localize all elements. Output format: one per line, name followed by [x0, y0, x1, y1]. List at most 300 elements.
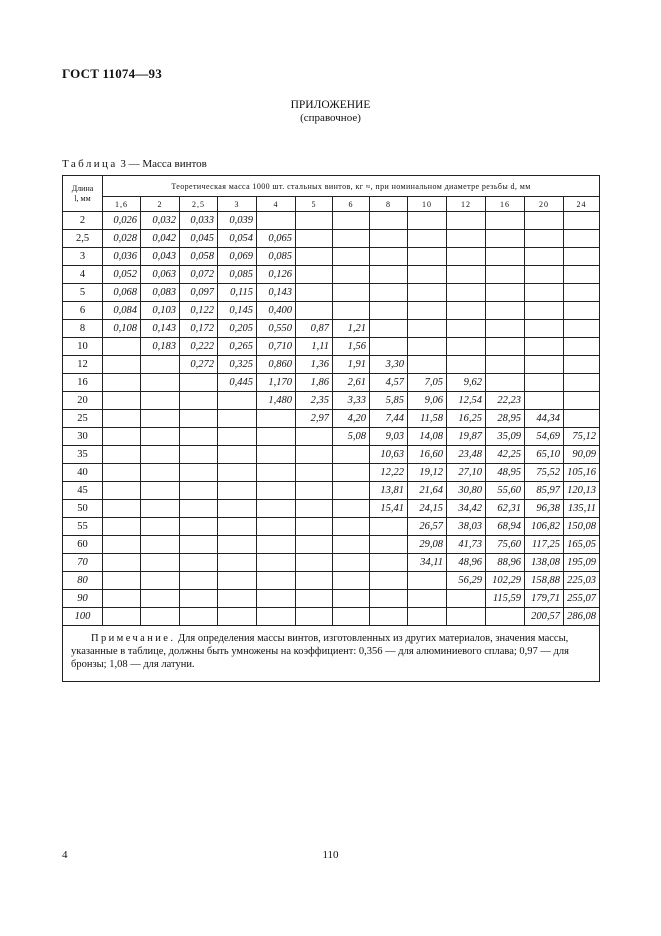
mass-cell: 54,69 — [525, 428, 564, 446]
mass-cell: 28,95 — [486, 410, 525, 428]
mass-cell: 0,068 — [103, 284, 141, 302]
mass-cell — [408, 302, 447, 320]
mass-cell: 10,63 — [370, 446, 408, 464]
length-cell: 2,5 — [63, 230, 103, 248]
mass-cell: 75,60 — [486, 536, 525, 554]
mass-cell: 26,57 — [408, 518, 447, 536]
mass-cell — [370, 212, 408, 230]
mass-cell — [180, 482, 218, 500]
mass-cell — [333, 608, 370, 626]
table-row — [63, 266, 600, 284]
mass-cell — [296, 536, 333, 554]
mass-cell: 0,126 — [257, 266, 296, 284]
mass-cell: 68,94 — [486, 518, 525, 536]
mass-cell — [141, 356, 180, 374]
mass-cell: 0,400 — [257, 302, 296, 320]
mass-cell — [486, 284, 525, 302]
mass-cell — [525, 212, 564, 230]
mass-cell — [447, 266, 486, 284]
mass-cell: 120,13 — [564, 482, 600, 500]
mass-cell — [103, 464, 141, 482]
table-row — [63, 590, 600, 608]
mass-cell: 34,42 — [447, 500, 486, 518]
mass-cell: 65,10 — [525, 446, 564, 464]
mass-cell — [257, 410, 296, 428]
mass-cell — [180, 536, 218, 554]
mass-cell — [333, 284, 370, 302]
mass-cell — [103, 536, 141, 554]
mass-cell: 255,07 — [564, 590, 600, 608]
mass-cell — [257, 536, 296, 554]
length-cell: 5 — [63, 284, 103, 302]
mass-cell: 12,54 — [447, 392, 486, 410]
mass-cell — [141, 428, 180, 446]
mass-cell — [370, 572, 408, 590]
mass-cell — [218, 446, 257, 464]
mass-cell — [103, 608, 141, 626]
table-row — [63, 482, 600, 500]
mass-table — [62, 175, 600, 682]
mass-cell — [370, 320, 408, 338]
mass-cell: 35,09 — [486, 428, 525, 446]
mass-cell: 4,20 — [333, 410, 370, 428]
mass-cell — [296, 302, 333, 320]
mass-cell — [141, 554, 180, 572]
mass-cell: 0,083 — [141, 284, 180, 302]
mass-cell: 38,03 — [447, 518, 486, 536]
mass-cell: 3,30 — [370, 356, 408, 374]
table-caption — [62, 158, 207, 170]
mass-cell — [486, 338, 525, 356]
length-cell: 6 — [63, 302, 103, 320]
mass-cell — [218, 500, 257, 518]
mass-cell: 0,085 — [257, 248, 296, 266]
mass-cell: 13,81 — [370, 482, 408, 500]
mass-cell: 0,145 — [218, 302, 257, 320]
diameter-header-cell: 16 — [486, 197, 525, 212]
table-row — [63, 284, 600, 302]
mass-cell: 85,97 — [525, 482, 564, 500]
mass-cell: 1,11 — [296, 338, 333, 356]
mass-cell: 0,097 — [180, 284, 218, 302]
mass-cell: 5,08 — [333, 428, 370, 446]
mass-cell — [103, 518, 141, 536]
length-cell: 20 — [63, 392, 103, 410]
mass-cell: 0,445 — [218, 374, 257, 392]
mass-cell: 62,31 — [486, 500, 525, 518]
mass-cell: 0,042 — [141, 230, 180, 248]
mass-cell — [447, 212, 486, 230]
mass-cell: 150,08 — [564, 518, 600, 536]
length-cell: 2 — [63, 212, 103, 230]
mass-cell — [525, 266, 564, 284]
diameter-header-cell: 24 — [564, 197, 600, 212]
mass-cell: 1,480 — [257, 392, 296, 410]
table-row — [63, 410, 600, 428]
mass-cell — [218, 410, 257, 428]
mass-cell — [408, 212, 447, 230]
mass-cell — [180, 518, 218, 536]
mass-cell — [103, 338, 141, 356]
diameter-header-cell: 2 — [141, 197, 180, 212]
mass-header: Теоретическая масса 1000 шт. стальных винтов, кг ≈, при номинальном диаметре резьбы d, мм — [103, 176, 600, 197]
table-row — [63, 554, 600, 572]
mass-cell: 0,108 — [103, 320, 141, 338]
mass-cell: 106,82 — [525, 518, 564, 536]
mass-cell — [447, 302, 486, 320]
mass-cell: 0,063 — [141, 266, 180, 284]
mass-cell — [370, 284, 408, 302]
mass-cell — [180, 464, 218, 482]
mass-cell — [218, 572, 257, 590]
mass-cell — [486, 374, 525, 392]
mass-cell — [103, 482, 141, 500]
mass-cell: 1,21 — [333, 320, 370, 338]
mass-cell — [370, 266, 408, 284]
mass-cell: 48,96 — [447, 554, 486, 572]
length-cell: 4 — [63, 266, 103, 284]
mass-cell — [333, 518, 370, 536]
mass-cell — [296, 266, 333, 284]
mass-cell: 22,23 — [486, 392, 525, 410]
mass-cell — [486, 266, 525, 284]
mass-cell: 29,08 — [408, 536, 447, 554]
mass-cell — [296, 500, 333, 518]
diameter-header-row — [63, 197, 600, 212]
mass-cell — [447, 590, 486, 608]
mass-cell: 0,054 — [218, 230, 257, 248]
mass-cell — [525, 356, 564, 374]
mass-cell — [218, 536, 257, 554]
mass-cell: 34,11 — [408, 554, 447, 572]
table-row — [63, 518, 600, 536]
mass-cell: 0,183 — [141, 338, 180, 356]
mass-cell — [333, 554, 370, 572]
diameter-header-cell: 2,5 — [180, 197, 218, 212]
mass-cell — [333, 500, 370, 518]
mass-cell: 0,028 — [103, 230, 141, 248]
mass-cell: 225,03 — [564, 572, 600, 590]
mass-cell — [141, 572, 180, 590]
mass-cell: 0,115 — [218, 284, 257, 302]
mass-cell — [296, 230, 333, 248]
length-cell: 40 — [63, 464, 103, 482]
mass-cell: 165,05 — [564, 536, 600, 554]
mass-cell — [564, 392, 600, 410]
mass-cell — [408, 572, 447, 590]
mass-cell: 1,36 — [296, 356, 333, 374]
mass-cell: 30,80 — [447, 482, 486, 500]
diameter-header-cell: 12 — [447, 197, 486, 212]
mass-cell — [370, 554, 408, 572]
length-cell: 3 — [63, 248, 103, 266]
mass-cell — [257, 518, 296, 536]
mass-cell — [180, 446, 218, 464]
mass-cell — [296, 464, 333, 482]
diameter-header-cell: 10 — [408, 197, 447, 212]
mass-cell — [296, 518, 333, 536]
mass-cell — [103, 356, 141, 374]
mass-cell — [103, 572, 141, 590]
mass-cell: 0,033 — [180, 212, 218, 230]
mass-cell — [218, 392, 257, 410]
table-row — [63, 536, 600, 554]
table-row — [63, 608, 600, 626]
table-row — [63, 212, 600, 230]
mass-cell: 21,64 — [408, 482, 447, 500]
mass-cell — [525, 320, 564, 338]
mass-cell: 195,09 — [564, 554, 600, 572]
mass-cell: 7,44 — [370, 410, 408, 428]
mass-cell: 55,60 — [486, 482, 525, 500]
mass-cell — [141, 536, 180, 554]
mass-cell: 0,043 — [141, 248, 180, 266]
mass-cell: 0,103 — [141, 302, 180, 320]
table-row — [63, 338, 600, 356]
table-row — [63, 464, 600, 482]
mass-cell: 158,88 — [525, 572, 564, 590]
mass-cell: 0,045 — [180, 230, 218, 248]
mass-cell: 15,41 — [370, 500, 408, 518]
mass-cell — [296, 590, 333, 608]
mass-cell — [180, 572, 218, 590]
length-cell: 25 — [63, 410, 103, 428]
mass-cell: 0,222 — [180, 338, 218, 356]
mass-cell: 3,33 — [333, 392, 370, 410]
table-row — [63, 392, 600, 410]
mass-cell — [370, 518, 408, 536]
mass-cell: 41,73 — [447, 536, 486, 554]
mass-cell: 2,61 — [333, 374, 370, 392]
mass-cell: 0,172 — [180, 320, 218, 338]
appendix-heading — [0, 99, 661, 125]
mass-cell: 0,265 — [218, 338, 257, 356]
mass-cell: 0,143 — [257, 284, 296, 302]
mass-cell: 48,95 — [486, 464, 525, 482]
length-cell: 60 — [63, 536, 103, 554]
mass-cell: 56,29 — [447, 572, 486, 590]
mass-cell: 0,084 — [103, 302, 141, 320]
page-number-left: 4 — [62, 849, 68, 861]
diameter-header-cell: 4 — [257, 197, 296, 212]
mass-cell: 19,12 — [408, 464, 447, 482]
table-row — [63, 230, 600, 248]
mass-cell — [141, 500, 180, 518]
table-note — [63, 626, 600, 682]
mass-cell: 0,069 — [218, 248, 257, 266]
mass-cell — [180, 500, 218, 518]
mass-cell — [525, 392, 564, 410]
table-row — [63, 428, 600, 446]
mass-cell — [180, 428, 218, 446]
mass-cell — [257, 482, 296, 500]
mass-cell — [333, 572, 370, 590]
mass-cell — [525, 248, 564, 266]
mass-cell: 96,38 — [525, 500, 564, 518]
mass-cell — [408, 356, 447, 374]
mass-cell — [218, 608, 257, 626]
mass-cell — [296, 572, 333, 590]
mass-cell: 1,91 — [333, 356, 370, 374]
table-row — [63, 446, 600, 464]
mass-cell: 88,96 — [486, 554, 525, 572]
mass-cell: 200,57 — [525, 608, 564, 626]
mass-cell: 2,35 — [296, 392, 333, 410]
mass-cell — [333, 302, 370, 320]
mass-cell — [141, 518, 180, 536]
mass-cell — [370, 230, 408, 248]
mass-cell: 135,11 — [564, 500, 600, 518]
mass-cell — [447, 320, 486, 338]
mass-cell — [447, 248, 486, 266]
mass-cell: 14,08 — [408, 428, 447, 446]
mass-cell — [408, 590, 447, 608]
mass-cell — [141, 608, 180, 626]
mass-cell — [408, 230, 447, 248]
mass-cell — [180, 608, 218, 626]
table-row — [63, 500, 600, 518]
mass-cell — [218, 428, 257, 446]
mass-cell — [141, 590, 180, 608]
mass-cell: 0,039 — [218, 212, 257, 230]
length-cell: 80 — [63, 572, 103, 590]
mass-cell — [333, 230, 370, 248]
mass-cell — [257, 572, 296, 590]
mass-cell — [333, 590, 370, 608]
mass-cell — [333, 266, 370, 284]
mass-cell: 19,87 — [447, 428, 486, 446]
mass-cell: 117,25 — [525, 536, 564, 554]
mass-cell — [218, 590, 257, 608]
mass-cell — [141, 374, 180, 392]
mass-cell — [564, 266, 600, 284]
mass-cell — [564, 338, 600, 356]
mass-cell — [257, 212, 296, 230]
mass-cell — [103, 410, 141, 428]
mass-cell — [564, 284, 600, 302]
mass-cell — [333, 212, 370, 230]
diameter-header-cell: 3 — [218, 197, 257, 212]
mass-cell — [218, 464, 257, 482]
mass-cell — [370, 590, 408, 608]
length-cell: 100 — [63, 608, 103, 626]
mass-cell: 0,272 — [180, 356, 218, 374]
table-caption-text: 3 — Масса винтов — [117, 158, 207, 170]
mass-cell: 0,325 — [218, 356, 257, 374]
mass-cell: 1,56 — [333, 338, 370, 356]
mass-cell: 0,036 — [103, 248, 141, 266]
mass-cell — [525, 374, 564, 392]
table-row — [63, 320, 600, 338]
mass-cell — [141, 446, 180, 464]
mass-cell — [564, 410, 600, 428]
mass-cell — [564, 248, 600, 266]
standard-title: ГОСТ 11074—93 — [62, 66, 162, 81]
length-header-line1: Длина — [71, 183, 94, 193]
mass-cell — [103, 554, 141, 572]
mass-cell: 0,026 — [103, 212, 141, 230]
mass-cell: 75,52 — [525, 464, 564, 482]
mass-cell: 0,87 — [296, 320, 333, 338]
appendix-subtitle: (справочное) — [300, 112, 361, 124]
mass-cell — [408, 266, 447, 284]
mass-cell — [486, 356, 525, 374]
mass-cell — [257, 500, 296, 518]
mass-cell — [141, 464, 180, 482]
mass-cell — [447, 230, 486, 248]
mass-cell: 5,85 — [370, 392, 408, 410]
mass-cell: 0,550 — [257, 320, 296, 338]
mass-cell: 1,86 — [296, 374, 333, 392]
mass-cell — [408, 320, 447, 338]
mass-cell — [525, 302, 564, 320]
mass-cell: 23,48 — [447, 446, 486, 464]
mass-cell — [103, 374, 141, 392]
length-cell: 8 — [63, 320, 103, 338]
table-row — [63, 248, 600, 266]
length-header — [63, 176, 103, 212]
mass-cell — [218, 554, 257, 572]
length-cell: 45 — [63, 482, 103, 500]
mass-cell — [257, 428, 296, 446]
mass-cell: 11,58 — [408, 410, 447, 428]
mass-cell: 9,03 — [370, 428, 408, 446]
mass-cell — [296, 482, 333, 500]
mass-cell: 138,08 — [525, 554, 564, 572]
mass-cell: 2,97 — [296, 410, 333, 428]
mass-cell — [525, 284, 564, 302]
mass-cell — [257, 590, 296, 608]
mass-cell: 24,15 — [408, 500, 447, 518]
mass-cell: 0,052 — [103, 266, 141, 284]
mass-cell: 0,058 — [180, 248, 218, 266]
mass-cell — [333, 464, 370, 482]
mass-cell — [486, 320, 525, 338]
mass-cell: 27,10 — [447, 464, 486, 482]
mass-cell — [103, 392, 141, 410]
header-row — [63, 176, 600, 197]
diameter-header-cell: 1,6 — [103, 197, 141, 212]
mass-cell — [218, 482, 257, 500]
mass-cell — [180, 392, 218, 410]
mass-cell: 0,072 — [180, 266, 218, 284]
mass-cell — [447, 284, 486, 302]
mass-cell: 0,710 — [257, 338, 296, 356]
mass-cell — [296, 212, 333, 230]
mass-cell — [486, 212, 525, 230]
mass-cell: 115,59 — [486, 590, 525, 608]
mass-cell — [103, 428, 141, 446]
note-text: Для определения массы винтов, изготовленных из других материалов, значения массы, указанные в таблице, должны быть умножены на коэффициент: 0,356 — для алюминиевого сплава; 0,97 — для бронзы; 1,08 — для латуни. — [71, 633, 569, 670]
mass-cell — [103, 446, 141, 464]
mass-cell: 0,122 — [180, 302, 218, 320]
table-row — [63, 302, 600, 320]
mass-cell — [564, 302, 600, 320]
table-row — [63, 374, 600, 392]
length-cell: 55 — [63, 518, 103, 536]
page-number-center: 110 — [322, 849, 339, 861]
mass-cell — [257, 554, 296, 572]
mass-cell — [370, 536, 408, 554]
mass-cell: 9,06 — [408, 392, 447, 410]
mass-cell: 16,60 — [408, 446, 447, 464]
mass-cell — [408, 284, 447, 302]
mass-cell — [408, 248, 447, 266]
mass-cell — [333, 536, 370, 554]
mass-cell — [564, 230, 600, 248]
mass-cell: 4,57 — [370, 374, 408, 392]
table-caption-word: Таблица — [62, 158, 118, 170]
